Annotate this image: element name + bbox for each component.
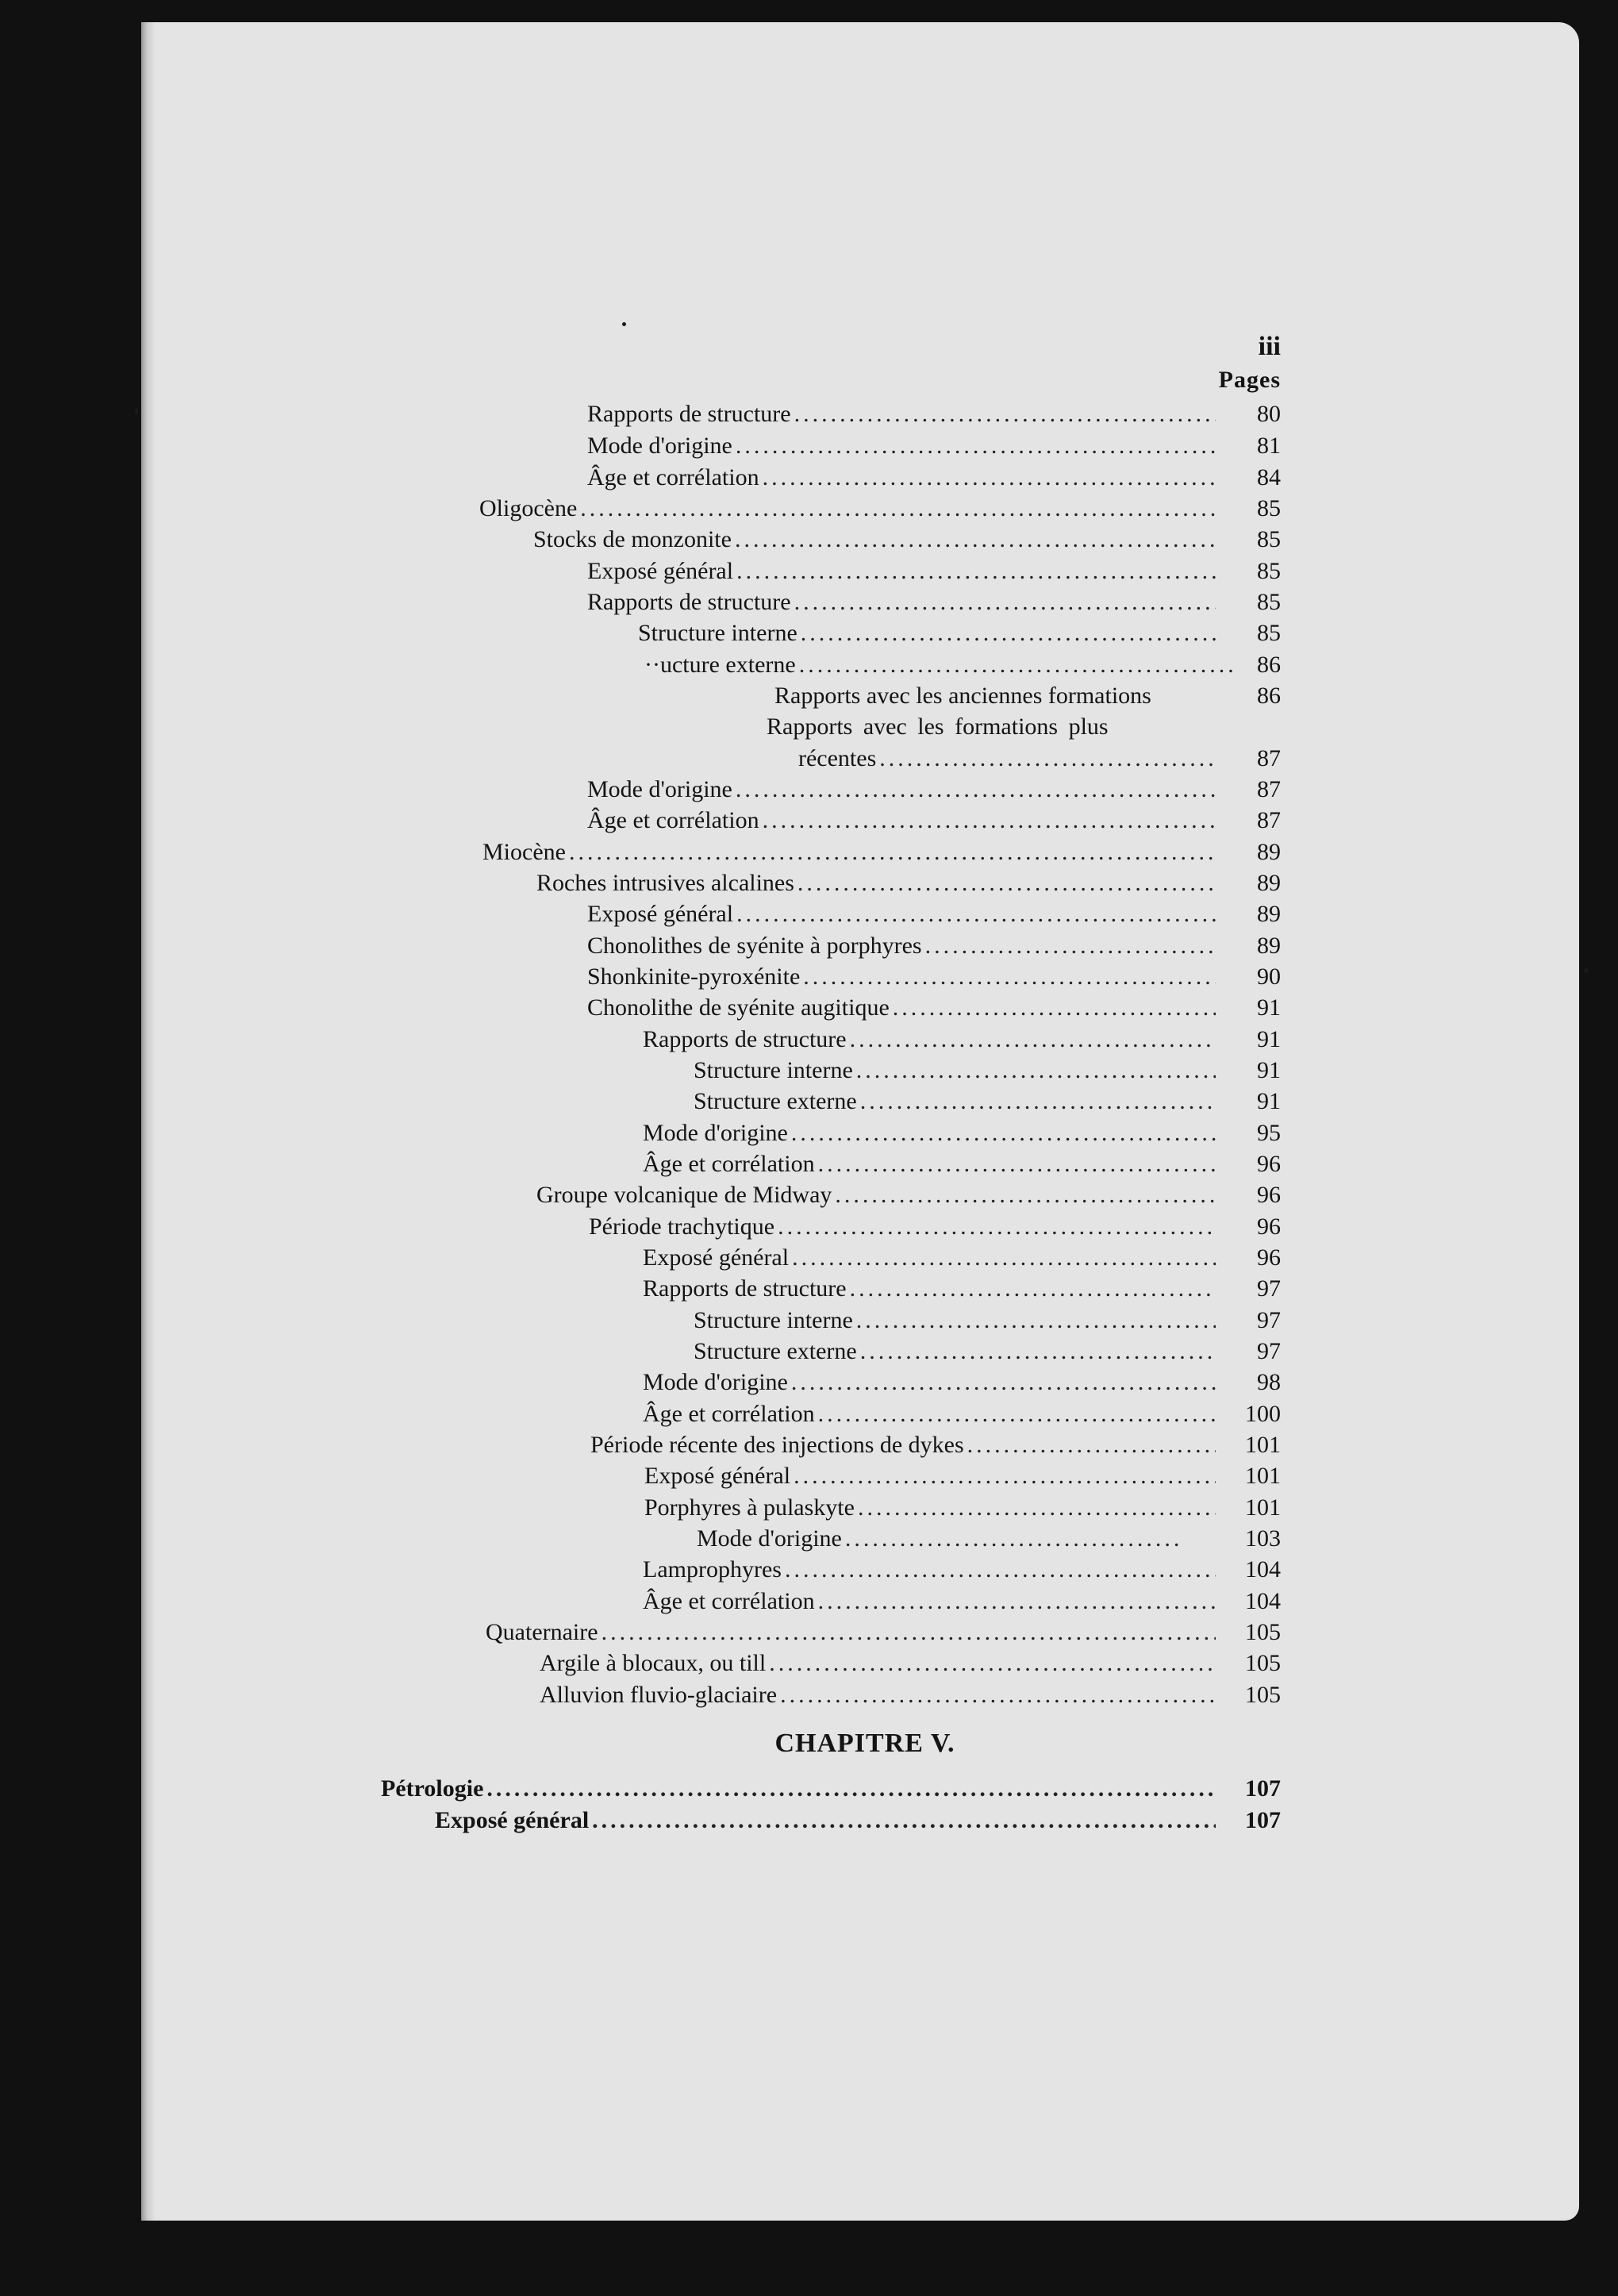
dot-leader xyxy=(769,1648,1216,1679)
toc-entry[interactable] xyxy=(643,1148,1219,1180)
toc-entry[interactable] xyxy=(587,805,1219,836)
dot-leader xyxy=(858,1492,1216,1524)
toc-entry-page: 104 xyxy=(1245,1556,1281,1583)
dot-leader xyxy=(486,1773,1216,1805)
dot-leader xyxy=(601,1617,1216,1648)
toc-entry-page: 84 xyxy=(1257,464,1281,490)
dot-leader xyxy=(592,1805,1216,1836)
toc-entry-title: Miocène xyxy=(482,839,566,865)
toc-entry-title: Lamprophyres xyxy=(643,1556,782,1583)
toc-entry[interactable] xyxy=(587,898,1219,930)
dot-leader xyxy=(856,1305,1216,1336)
toc-entry-title: Roches intrusives alcalines xyxy=(536,870,794,896)
toc-entry-page: 89 xyxy=(1257,933,1281,959)
dot-leader xyxy=(818,1398,1216,1430)
dot-leader xyxy=(967,1429,1216,1461)
dot-leader xyxy=(736,774,1216,806)
toc-entry[interactable] xyxy=(587,556,1219,587)
toc-entry-page: 96 xyxy=(1257,1244,1281,1271)
toc-entry[interactable] xyxy=(644,1492,1219,1524)
dot-leader xyxy=(794,398,1216,430)
toc-entry-page: 97 xyxy=(1257,1275,1281,1302)
toc-entry-title: Mode d'origine xyxy=(697,1525,842,1552)
toc-entry[interactable] xyxy=(643,1273,1219,1305)
dot-leader xyxy=(845,1523,1184,1555)
dot-leader xyxy=(893,992,1216,1024)
dot-leader xyxy=(791,1367,1216,1398)
toc-entry[interactable] xyxy=(638,617,1219,649)
toc-entry[interactable] xyxy=(482,836,1219,868)
toc-entry-page: 87 xyxy=(1257,745,1281,771)
toc-entry-title[interactable]: Rapports avec les formations plus xyxy=(767,713,1109,740)
toc-entry[interactable] xyxy=(587,992,1219,1024)
toc-entry[interactable] xyxy=(536,1179,1219,1211)
toc-entry[interactable] xyxy=(536,867,1219,899)
pages-column-header: Pages xyxy=(1218,367,1281,393)
toc-entry-title: Exposé général xyxy=(644,1463,791,1489)
toc-entry-title: Structure interne xyxy=(694,1057,853,1083)
toc-entry-title: Période récente des injections de dykes xyxy=(590,1432,964,1458)
dot-leader xyxy=(850,1024,1216,1056)
toc-entry-page: 85 xyxy=(1257,558,1281,584)
toc-entry-title: Période trachytique xyxy=(589,1213,775,1240)
toc-entry-page xyxy=(1225,711,1281,743)
toc-entry-title: Alluvion fluvio-glaciaire xyxy=(540,1682,778,1708)
toc-entry[interactable] xyxy=(381,1773,1219,1805)
page-number: iii xyxy=(1258,332,1281,361)
toc-entry-page: 90 xyxy=(1257,963,1281,990)
toc-entry-title: Rapports de structure xyxy=(587,401,791,427)
toc-entry[interactable] xyxy=(643,1117,1219,1149)
toc-entry[interactable] xyxy=(540,1648,1219,1679)
dot-leader xyxy=(580,493,1216,525)
toc-entry[interactable] xyxy=(587,930,1219,962)
toc-entry-page: 95 xyxy=(1257,1120,1281,1146)
toc-entry-title: Chonolithe de syénite augitique xyxy=(587,994,890,1021)
toc-entry-title: Stocks de monzonite xyxy=(533,526,732,552)
toc-entry-title: Exposé général xyxy=(587,558,734,584)
dot-leader xyxy=(879,743,1216,775)
dot-leader xyxy=(736,556,1216,587)
toc-entry-page: 96 xyxy=(1257,1151,1281,1177)
toc-entry-page: 97 xyxy=(1257,1307,1281,1333)
toc-entry-page: 87 xyxy=(1257,776,1281,802)
toc-entry-page: 86 xyxy=(1257,652,1281,678)
toc-entry[interactable] xyxy=(643,1586,1219,1617)
toc-entry[interactable] xyxy=(589,1211,1219,1243)
toc-entry-title: Exposé général xyxy=(435,1807,590,1833)
toc-entry[interactable] xyxy=(587,774,1219,806)
toc-entry-page: 91 xyxy=(1257,1057,1281,1083)
toc-entry[interactable] xyxy=(533,524,1219,556)
dot-leader xyxy=(856,1055,1216,1086)
toc-entry-page: 91 xyxy=(1257,1088,1281,1114)
toc-entry[interactable] xyxy=(643,1242,1219,1274)
dot-leader xyxy=(794,1460,1216,1492)
toc-entry-title: Âge et corrélation xyxy=(643,1401,815,1427)
toc-entry-title: Âge et corrélation xyxy=(587,807,759,833)
toc-entry-title: Mode d'origine xyxy=(587,433,732,459)
toc-entry[interactable] xyxy=(587,430,1219,462)
dot-leader xyxy=(785,1554,1216,1586)
toc-entry[interactable] xyxy=(697,1523,1187,1555)
toc-entry-title: Mode d'origine xyxy=(643,1369,788,1395)
toc-entry-page: 105 xyxy=(1245,1619,1281,1645)
toc-entry-title: Âge et corrélation xyxy=(587,464,759,490)
toc-entry[interactable] xyxy=(643,1024,1219,1056)
toc-entry[interactable] xyxy=(798,743,1219,775)
toc-entry[interactable] xyxy=(643,1554,1219,1586)
toc-entry-page: 104 xyxy=(1245,1588,1281,1614)
toc-entry[interactable] xyxy=(644,649,1236,681)
toc-entry-page: 101 xyxy=(1245,1432,1281,1458)
dot-leader xyxy=(763,462,1216,494)
toc-entry-title: Structure externe xyxy=(694,1088,857,1114)
dot-leader xyxy=(780,1679,1216,1711)
toc-entry-title: Âge et corrélation xyxy=(643,1588,815,1614)
toc-entry-page: 103 xyxy=(1245,1525,1281,1552)
toc-entry[interactable] xyxy=(540,1679,1219,1711)
toc-entry-page: 97 xyxy=(1257,1338,1281,1364)
dot-leader xyxy=(569,836,1216,868)
toc-entry-title: Structure externe xyxy=(694,1338,857,1364)
toc-entry-title: Âge et corrélation xyxy=(643,1151,815,1177)
toc-entry[interactable] xyxy=(643,1398,1219,1430)
toc-entry-page: 89 xyxy=(1257,901,1281,927)
dot-leader xyxy=(792,1242,1216,1274)
toc-entry-title: Quaternaire xyxy=(486,1619,598,1645)
toc-entry-title: récentes xyxy=(798,745,877,771)
toc-entry-page: 91 xyxy=(1257,1026,1281,1052)
toc-entry-page: 100 xyxy=(1245,1401,1281,1427)
toc-entry-page: 85 xyxy=(1257,526,1281,552)
toc-entry-page: 85 xyxy=(1257,589,1281,615)
dot-leader xyxy=(799,649,1233,681)
toc-entry-page: 98 xyxy=(1257,1369,1281,1395)
toc-entry-title: Argile à blocaux, ou till xyxy=(540,1650,767,1676)
dot-leader xyxy=(818,1586,1216,1617)
dot-leader xyxy=(794,586,1216,618)
dot-leader xyxy=(860,1336,1216,1367)
toc-entry-title: Mode d'origine xyxy=(587,776,732,802)
toc-entry-title: Pétrologie xyxy=(381,1775,484,1802)
toc-entry-title: ··ucture externe xyxy=(644,652,796,678)
dot-leader xyxy=(797,867,1216,899)
toc-entry[interactable] xyxy=(587,462,1219,494)
dot-leader xyxy=(801,617,1216,649)
toc-entry-title[interactable]: Rapports avec les anciennes formations xyxy=(774,683,1151,709)
toc-entry-title: Oligocène xyxy=(479,495,578,521)
toc-entry-title: Rapports de structure xyxy=(643,1026,847,1052)
dot-leader xyxy=(736,430,1216,462)
toc-entry[interactable] xyxy=(643,1367,1219,1398)
toc-entry-page: 107 xyxy=(1245,1807,1281,1833)
toc-entry-page: 105 xyxy=(1245,1650,1281,1676)
dot-leader xyxy=(818,1148,1216,1180)
toc-entry-page: 107 xyxy=(1245,1775,1281,1802)
chapter-heading: CHAPITRE V. xyxy=(774,1729,955,1758)
dot-leader xyxy=(736,898,1216,930)
dot-leader xyxy=(850,1273,1216,1305)
dot-leader xyxy=(860,1086,1216,1117)
toc-entry[interactable] xyxy=(486,1617,1219,1648)
toc-entry-page: 81 xyxy=(1257,433,1281,459)
toc-entry-title: Exposé général xyxy=(643,1244,790,1271)
dot-leader xyxy=(803,961,1216,993)
toc-entry-title: Rapports de structure xyxy=(587,589,791,615)
toc-entry-title: Chonolithes de syénite à porphyres xyxy=(587,933,922,959)
toc-entry-page: 101 xyxy=(1245,1494,1281,1521)
toc-entry-page: 101 xyxy=(1245,1463,1281,1489)
toc-entry[interactable] xyxy=(587,961,1219,993)
toc-entry[interactable] xyxy=(694,1336,1219,1367)
toc-entry-title: Mode d'origine xyxy=(643,1120,788,1146)
toc-entry-page: 105 xyxy=(1245,1682,1281,1708)
toc-entry-title: Groupe volcanique de Midway xyxy=(536,1182,832,1208)
toc-entry-title: Rapports de structure xyxy=(643,1275,847,1302)
toc-entry-page: 91 xyxy=(1257,994,1281,1021)
toc-entry[interactable] xyxy=(587,586,1219,618)
toc-entry-title: Porphyres à pulaskyte xyxy=(644,1494,855,1521)
toc-entry-page: 89 xyxy=(1257,870,1281,896)
toc-entry-page: 85 xyxy=(1257,620,1281,646)
toc-entry[interactable] xyxy=(694,1305,1219,1336)
toc-entry-page: 89 xyxy=(1257,839,1281,865)
toc-entry[interactable] xyxy=(694,1086,1219,1117)
dot-leader xyxy=(791,1117,1216,1149)
toc-entry-page: 96 xyxy=(1257,1182,1281,1208)
toc-entry-title: Structure interne xyxy=(694,1307,853,1333)
toc-entry-title: Structure interne xyxy=(638,620,797,646)
toc-entry-title: Exposé général xyxy=(587,901,734,927)
toc-entry[interactable] xyxy=(644,1460,1219,1492)
toc-entry-page: 96 xyxy=(1257,1213,1281,1240)
toc-entry[interactable] xyxy=(479,493,1219,525)
dot-leader xyxy=(778,1211,1216,1243)
toc-entry[interactable] xyxy=(587,398,1219,430)
toc-entry-page: 85 xyxy=(1257,495,1281,521)
toc-entry[interactable] xyxy=(435,1805,1219,1836)
toc-entry-title: Shonkinite-pyroxénite xyxy=(587,963,801,990)
toc-entry-page: 80 xyxy=(1257,401,1281,427)
dot-leader xyxy=(735,524,1216,556)
dot-leader xyxy=(925,930,1216,962)
toc-entry-page: 86 xyxy=(1257,683,1281,709)
toc-entry[interactable] xyxy=(694,1055,1219,1086)
toc-entry[interactable] xyxy=(590,1429,1219,1461)
dot-leader xyxy=(763,805,1216,836)
dot-leader xyxy=(835,1179,1216,1211)
toc-entry-page: 87 xyxy=(1257,807,1281,833)
